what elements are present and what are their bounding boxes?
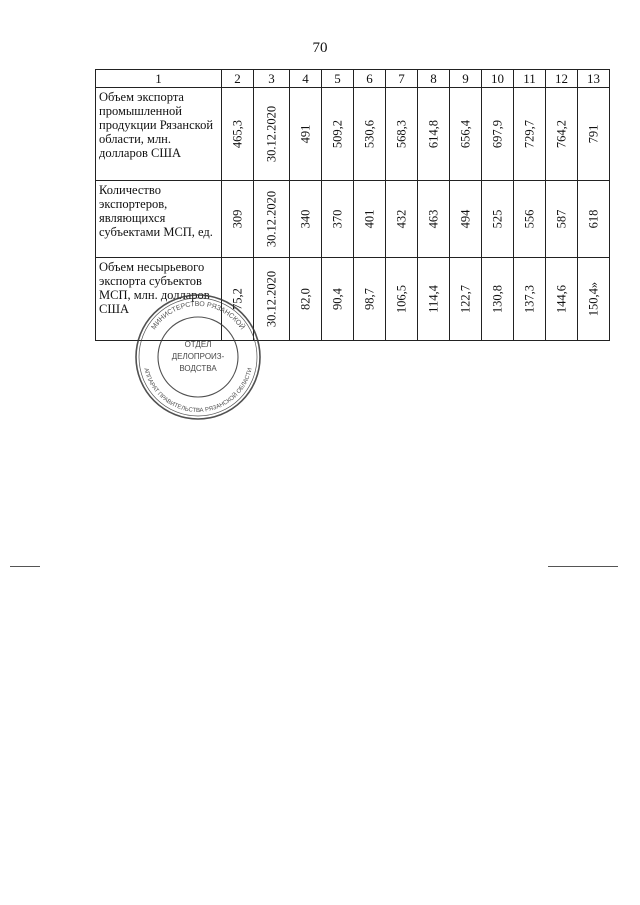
- office-stamp: [133, 292, 263, 422]
- row-label: Объем несырьевого экспорта субъектов МСП, млн. долларов США: [96, 258, 222, 341]
- table-row: [96, 88, 610, 181]
- value-cell: 491: [290, 88, 322, 181]
- value-cell: 98,7: [354, 258, 386, 341]
- table-header-row: [96, 70, 610, 88]
- value-cell: 764,2: [546, 88, 578, 181]
- base-value-cell: 465,3: [222, 88, 254, 181]
- value-cell: 401: [354, 181, 386, 258]
- header-cell: 10: [482, 70, 514, 88]
- row-label: Количество экспортеров, являющихся субъектами МСП, ед.: [96, 181, 222, 258]
- value-cell: 114,4: [418, 258, 450, 341]
- stamp-center-line: ДЕЛОПРОИЗ-: [171, 352, 225, 361]
- value-cell: 432: [386, 181, 418, 258]
- header-cell: 2: [222, 70, 254, 88]
- value-cell: 525: [482, 181, 514, 258]
- value-cell: 530,6: [354, 88, 386, 181]
- header-cell: 5: [322, 70, 354, 88]
- value-cell: 618: [578, 181, 610, 258]
- value-cell: 494: [450, 181, 482, 258]
- base-date-cell: 30.12.2020: [254, 88, 290, 181]
- row-label: Объем экспорта промышленной продукции Рязанской области, млн. долларов США: [96, 88, 222, 181]
- header-cell: 11: [514, 70, 546, 88]
- value-cell: 130,8: [482, 258, 514, 341]
- value-cell: 568,3: [386, 88, 418, 181]
- base-date-cell: 30.12.2020: [254, 181, 290, 258]
- value-cell: 137,3: [514, 258, 546, 341]
- scan-artifact: [10, 566, 40, 567]
- value-cell: 656,4: [450, 88, 482, 181]
- value-cell: 697,9: [482, 88, 514, 181]
- base-date-cell: 30.12.2020: [254, 258, 290, 341]
- base-value-cell: 309: [222, 181, 254, 258]
- header-cell: 12: [546, 70, 578, 88]
- value-cell: 509,2: [322, 88, 354, 181]
- value-cell: 144,6: [546, 258, 578, 341]
- value-cell: 82,0: [290, 258, 322, 341]
- header-cell: 13: [578, 70, 610, 88]
- stamp-center-line: ОТДЕЛ: [184, 340, 212, 349]
- stamp-outer-text-bottom: АППАРАТ ПРАВИТЕЛЬСТВА РЯЗАНСКОЙ ОБЛАСТИ: [142, 367, 254, 414]
- value-cell: 122,7: [450, 258, 482, 341]
- page-number: 70: [312, 40, 328, 56]
- value-cell: 729,7: [514, 88, 546, 181]
- header-cell: 1: [96, 70, 222, 88]
- header-cell: 7: [386, 70, 418, 88]
- base-value-cell: 75,2: [222, 258, 254, 341]
- value-cell: 463: [418, 181, 450, 258]
- value-cell: 791: [578, 88, 610, 181]
- header-cell: 8: [418, 70, 450, 88]
- value-cell: 614,8: [418, 88, 450, 181]
- value-cell: 106,5: [386, 258, 418, 341]
- scan-artifact: [548, 566, 618, 567]
- value-cell: 587: [546, 181, 578, 258]
- header-cell: 6: [354, 70, 386, 88]
- value-cell: 556: [514, 181, 546, 258]
- header-cell: 9: [450, 70, 482, 88]
- header-cell: 3: [254, 70, 290, 88]
- table-row: [96, 181, 610, 258]
- value-cell: 340: [290, 181, 322, 258]
- value-cell: 370: [322, 181, 354, 258]
- stamp-outer-text-top: МИНИСТЕРСТВО РЯЗАНСКОЙ: [150, 300, 246, 332]
- stamp-center-line: ВОДСТВА: [179, 364, 217, 373]
- value-cell: 150,4»: [578, 258, 610, 341]
- value-cell: 90,4: [322, 258, 354, 341]
- header-cell: 4: [290, 70, 322, 88]
